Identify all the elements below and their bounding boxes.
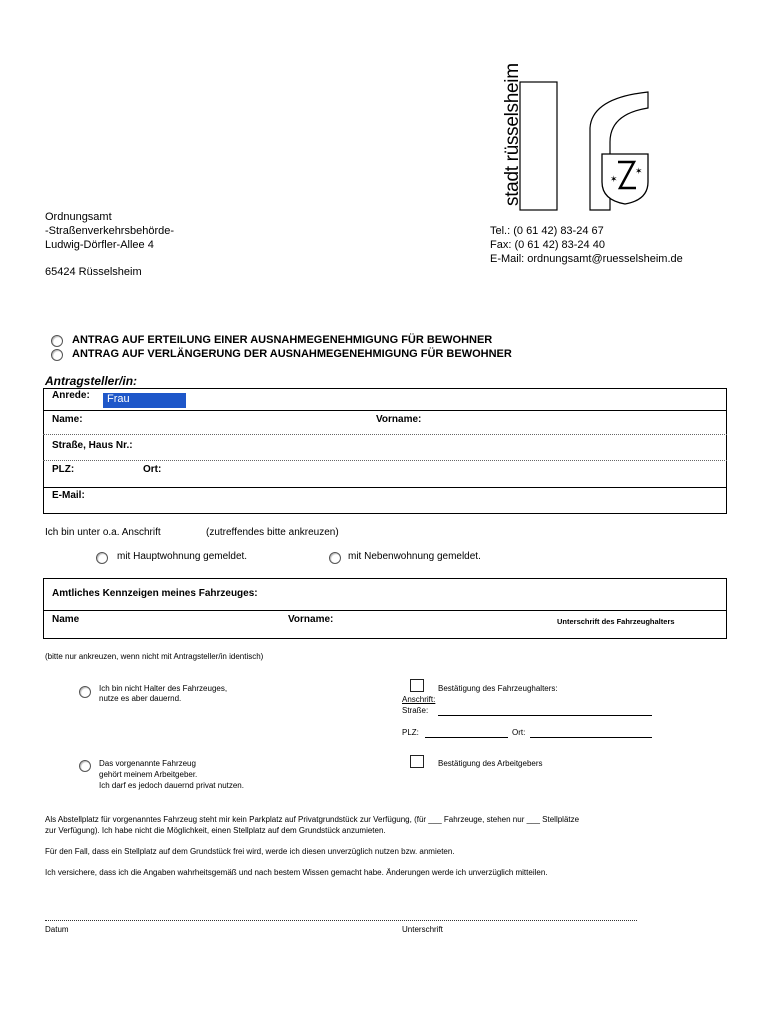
confirm-holder-label: Bestätigung des Fahrzeughalters: <box>438 684 558 693</box>
office-line4: 65424 Rüsselsheim <box>45 266 142 278</box>
contact-tel: Tel.: (0 61 42) 83-24 67 <box>490 225 604 237</box>
confirm-employer-label: Bestätigung des Arbeitgebers <box>438 759 543 768</box>
secondary-residence-label: mit Nebenwohnung gemeldet. <box>348 551 481 562</box>
vehicle-heading: Amtliches Kennzeigen meines Fahrzeuges: <box>52 588 258 599</box>
divider <box>43 460 727 461</box>
declaration-p1-line2: zur Verfügung). Ich habe nicht die Möglichkeit, einen Stellplatz auf dem Grundstück anzumieten. <box>45 826 386 835</box>
application-option1-label: ANTRAG AUF ERTEILUNG EINER AUSNAHMEGENEHMIGUNG FÜR BEWOHNER <box>72 334 493 346</box>
vehicle-note: (bitte nur ankreuzen, wenn nicht mit Antragsteller/in identisch) <box>45 652 264 661</box>
not-holder-line1: Ich bin nicht Halter des Fahrzeuges, <box>99 684 228 693</box>
employer-vehicle-line3: Ich darf es jedoch dauernd privat nutzen. <box>99 781 244 790</box>
holder-ort-line[interactable] <box>530 737 652 738</box>
email-label: E-Mail: <box>52 490 85 501</box>
not-holder-line2: nutze es aber dauernd. <box>99 694 182 703</box>
date-label: Datum <box>45 925 69 934</box>
divider <box>43 434 727 435</box>
employer-vehicle-radio[interactable] <box>79 760 91 772</box>
residence-intro: Ich bin unter o.a. Anschrift <box>45 527 161 538</box>
contact-email: E-Mail: ordnungsamt@ruesselsheim.de <box>490 253 683 265</box>
signature-label: Unterschrift <box>402 925 443 934</box>
ort-label: Ort: <box>143 464 162 475</box>
svg-text:✶: ✶ <box>610 175 618 185</box>
holder-ort-label: Ort: <box>512 728 526 737</box>
application-option2-label: ANTRAG AUF VERLÄNGERUNG DER AUSNAHMEGENEHMIGUNG FÜR BEWOHNER <box>72 348 512 360</box>
city-logo <box>470 63 670 220</box>
employer-vehicle-line2: gehört meinem Arbeitgeber. <box>99 770 198 779</box>
name-label: Name: <box>52 414 83 425</box>
plz-label: PLZ: <box>52 464 75 475</box>
vehicle-signature-label: Unterschrift des Fahrzeughalters <box>557 617 675 626</box>
office-line1: Ordnungsamt <box>45 211 112 223</box>
employer-vehicle-line1: Das vorgenannte Fahrzeug <box>99 759 196 768</box>
main-residence-label: mit Hauptwohnung gemeldet. <box>117 551 248 562</box>
contact-fax: Fax: (0 61 42) 83-24 40 <box>490 239 605 251</box>
office-line3: Ludwig-Dörfler-Allee 4 <box>45 239 154 251</box>
logo-text: stadt rüsselsheim <box>502 63 523 206</box>
declaration-p3: Ich versichere, dass ich die Angaben wahrheitsgemäß und nach bestem Wissen gemacht habe. Änderungen werde ich unverzüglich mitteilen. <box>45 868 548 877</box>
holder-strasse-line[interactable] <box>438 715 652 716</box>
svg-text:✶: ✶ <box>635 167 643 177</box>
holder-strasse-label: Straße: <box>402 706 429 715</box>
holder-plz-line[interactable] <box>425 737 508 738</box>
signature-dotted-line[interactable] <box>45 920 637 921</box>
vehicle-name-label: Name <box>52 614 80 625</box>
divider <box>43 610 727 611</box>
confirm-employer-checkbox[interactable] <box>410 755 424 768</box>
application-option2-radio[interactable] <box>51 349 63 361</box>
anschrift-label: Anschrift: <box>402 695 436 704</box>
confirm-holder-checkbox[interactable] <box>410 679 424 692</box>
holder-plz-label: PLZ: <box>402 728 419 737</box>
secondary-residence-radio[interactable] <box>329 552 341 564</box>
application-option1-radio[interactable] <box>51 335 63 347</box>
vorname-label: Vorname: <box>376 414 422 425</box>
main-residence-radio[interactable] <box>96 552 108 564</box>
divider <box>43 410 727 411</box>
logo-graphic <box>470 63 670 220</box>
anrede-value: Frau <box>107 393 130 405</box>
divider <box>43 487 727 488</box>
anrede-label: Anrede: <box>52 390 90 401</box>
applicant-heading: Antragsteller/in: <box>45 374 138 388</box>
not-holder-radio[interactable] <box>79 686 91 698</box>
office-line2: -Straßenverkehrsbehörde- <box>45 225 175 237</box>
declaration-p2: Für den Fall, dass ein Stellplatz auf dem Grundstück frei wird, werde ich diesen unverzüglich nutzen bzw. anmieten. <box>45 847 455 856</box>
residence-hint: (zutreffendes bitte ankreuzen) <box>206 527 339 538</box>
declaration-p1-line1: Als Abstellplatz für vorgenanntes Fahrzeug steht mir kein Parkplatz auf Privatgrundstück zur Verfügung, (für ___ Fahrzeuge, stehen nur ___ Stellplätze <box>45 815 580 824</box>
strasse-label: Straße, Haus Nr.: <box>52 440 133 451</box>
vehicle-vorname-label: Vorname: <box>288 614 334 625</box>
